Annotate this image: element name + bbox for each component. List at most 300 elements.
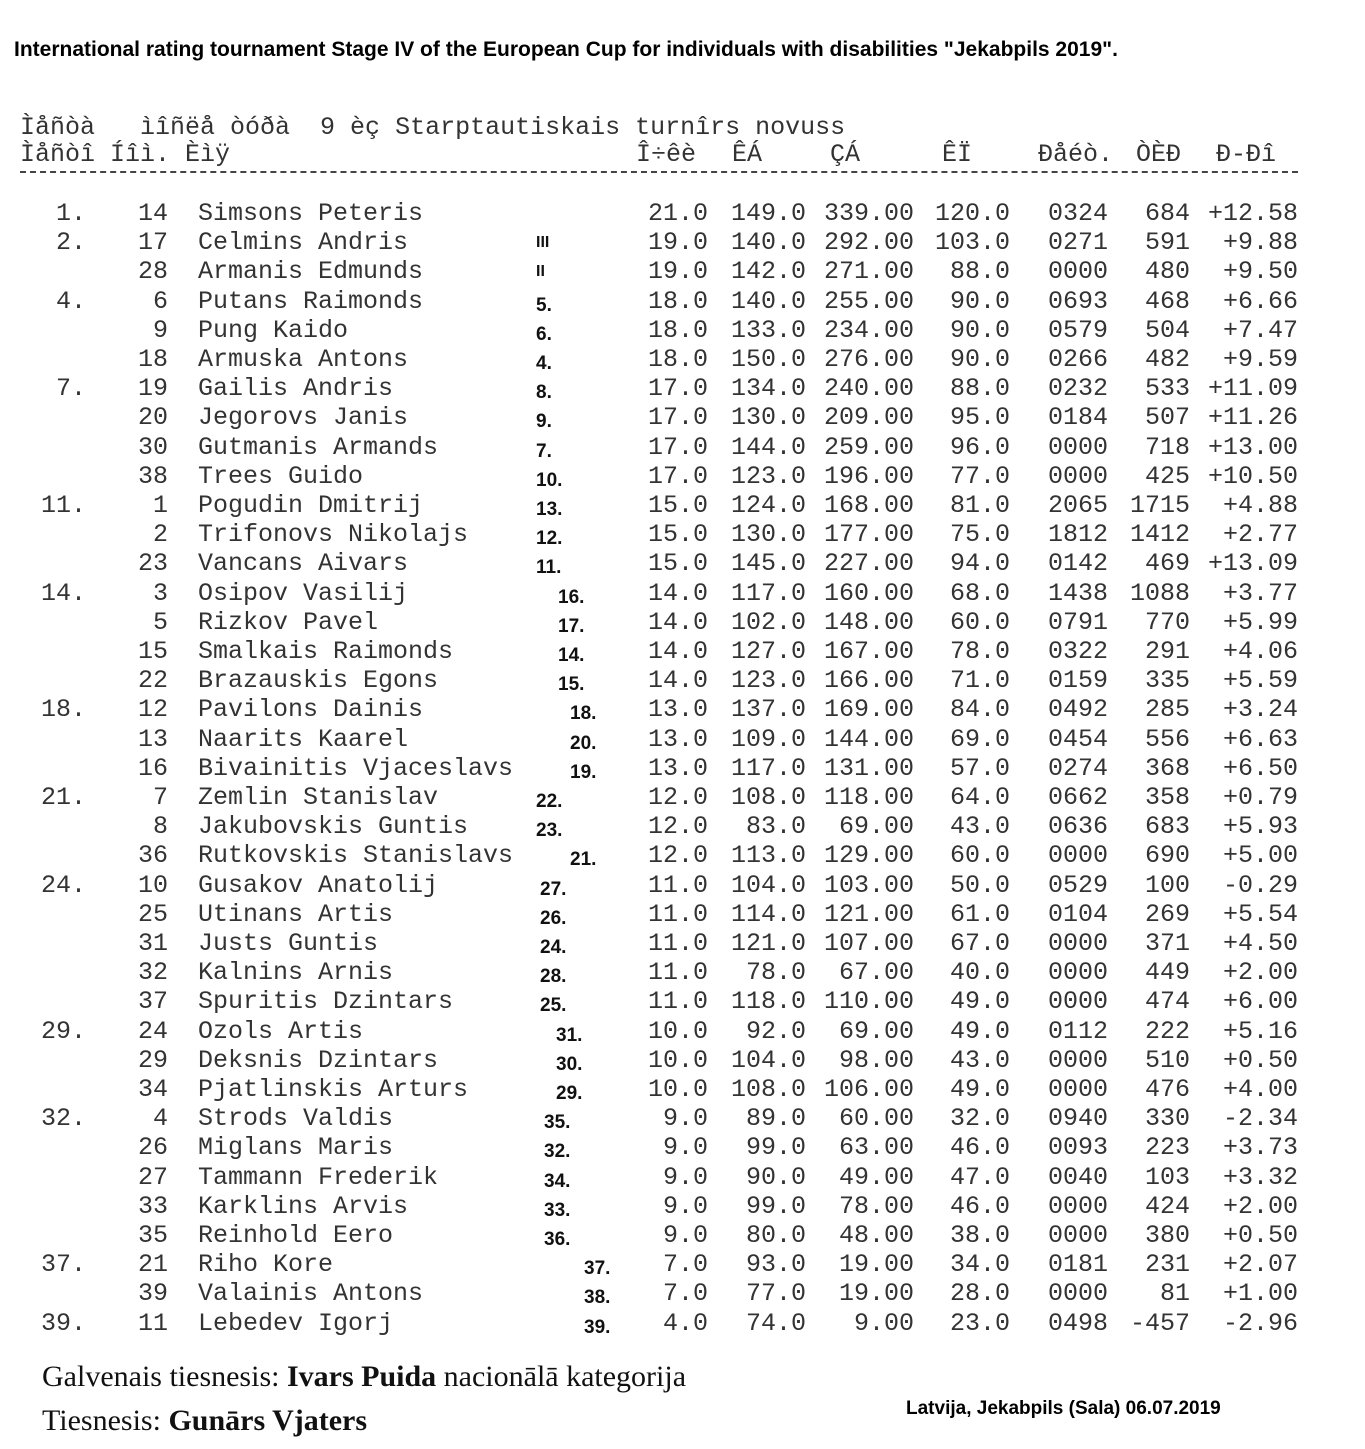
cell-no: 27	[137, 1162, 168, 1192]
cell-no: 6	[152, 286, 168, 316]
cell-kp: 64.0	[949, 783, 1010, 812]
header-event-name: Starptautiskais turnîrs novuss	[395, 113, 846, 142]
table-row	[0, 433, 1365, 462]
cell-tir: 556	[1144, 724, 1190, 754]
cell-name: Lebedev Igorj	[198, 1308, 394, 1338]
cell-pts: 12.0	[647, 812, 708, 842]
cell-tir: 368	[1144, 753, 1190, 783]
cell-name: Kalnins Arnis	[198, 958, 394, 988]
table-row	[0, 1046, 1365, 1075]
cell-kb: 137.0	[730, 695, 806, 725]
table-row	[0, 1017, 1365, 1046]
cell-pts: 14.0	[647, 637, 708, 666]
cell-rating: 0104	[1047, 899, 1108, 929]
cell-no: 2	[152, 520, 168, 550]
cell-kb: 114.0	[730, 899, 806, 929]
cell-kp: 32.0	[949, 1104, 1010, 1134]
cell-mark: 4.	[536, 353, 552, 374]
cell-pts: 13.0	[647, 753, 708, 783]
table-row	[0, 841, 1365, 870]
cell-pts: 9.0	[662, 1133, 708, 1163]
cell-zb: 168.00	[823, 491, 914, 520]
cell-name: Riho Kore	[198, 1250, 334, 1280]
cell-name: Armuska Antons	[198, 345, 409, 374]
cell-no: 14	[137, 199, 168, 228]
table-row	[0, 462, 1365, 491]
table-row	[0, 403, 1365, 432]
cell-kb: 78.0	[745, 958, 806, 988]
cell-tir: 718	[1144, 432, 1190, 462]
cell-mark: 7.	[536, 440, 552, 462]
cell-name: Gailis Andris	[198, 374, 394, 404]
cell-rating: 0040	[1047, 1162, 1108, 1192]
cell-zb: 69.00	[838, 1016, 914, 1046]
cell-pts: 10.0	[647, 1045, 708, 1075]
cell-name: Trifonovs Nikolajs	[198, 520, 469, 550]
chief-judge-label: Galvenais tiesnesis:	[42, 1360, 280, 1393]
cell-tir: 1715	[1129, 491, 1190, 520]
cell-kp: 120.0	[934, 199, 1010, 228]
cell-no: 33	[137, 1191, 168, 1221]
cell-mark: 18.	[570, 703, 597, 725]
cell-delta: +6.66	[1222, 286, 1298, 316]
cell-kp: 90.0	[949, 345, 1010, 374]
cell-pts: 4.0	[662, 1308, 708, 1338]
cell-zb: 276.00	[823, 345, 914, 374]
cell-pts: 7.0	[662, 1250, 708, 1280]
cell-name: Bivainitis Vjaceslavs	[198, 753, 514, 783]
cell-delta: +5.93	[1222, 812, 1298, 842]
cell-name: Tammann Frederik	[198, 1162, 439, 1192]
cell-rating: 0579	[1047, 315, 1108, 345]
cell-mark: 24.	[540, 937, 567, 958]
cell-mark: 8.	[536, 382, 552, 404]
cell-kp: 103.0	[934, 228, 1010, 258]
cell-zb: 98.00	[838, 1045, 914, 1075]
cell-delta: +9.50	[1222, 257, 1298, 287]
cell-name: Justs Guntis	[198, 929, 379, 958]
cell-tir: 482	[1144, 345, 1190, 374]
cell-kb: 113.0	[730, 841, 806, 871]
cell-kp: 61.0	[949, 899, 1010, 929]
cell-kp: 95.0	[949, 403, 1010, 433]
cell-kb: 117.0	[730, 753, 806, 783]
cell-tir: 231	[1144, 1250, 1190, 1280]
table-row	[0, 579, 1365, 608]
cell-zb: 78.00	[838, 1191, 914, 1221]
header-place-no-name: Ìåñòî Íîì. Èìÿ	[20, 140, 231, 169]
cell-rating: 0000	[1047, 1045, 1108, 1075]
cell-name: Jakubovskis Guntis	[198, 812, 469, 842]
cell-no: 24	[137, 1016, 168, 1046]
cell-zb: 48.00	[838, 1221, 914, 1250]
cell-zb: 69.00	[838, 812, 914, 842]
cell-pts: 13.0	[647, 724, 708, 754]
cell-mark: 19.	[570, 761, 597, 783]
cell-mark: 15.	[558, 674, 585, 696]
cell-kp: 67.0	[949, 929, 1010, 958]
cell-rating: 0232	[1047, 374, 1108, 404]
cell-place: 21.	[40, 783, 86, 812]
cell-place: 4.	[55, 286, 86, 316]
cell-kb: 108.0	[730, 783, 806, 812]
cell-zb: 107.00	[823, 929, 914, 958]
cell-name: Vancans Aivars	[198, 549, 409, 579]
cell-pts: 9.0	[662, 1221, 708, 1250]
cell-zb: 255.00	[823, 286, 914, 316]
cell-rating: 0000	[1047, 257, 1108, 287]
cell-kb: 93.0	[745, 1250, 806, 1280]
cell-name: Spuritis Dzintars	[198, 987, 454, 1017]
cell-pts: 14.0	[647, 666, 708, 696]
cell-kp: 88.0	[949, 374, 1010, 404]
cell-tir: 683	[1144, 812, 1190, 842]
header-round-label: Ìåñòà ìîñëå òóðà 9 èç	[20, 113, 381, 142]
cell-tir: 358	[1144, 783, 1190, 812]
table-row	[0, 1221, 1365, 1250]
table-row	[0, 929, 1365, 958]
cell-mark: 32.	[544, 1141, 571, 1163]
cell-name: Armanis Edmunds	[198, 257, 424, 287]
table-row	[0, 1309, 1365, 1338]
cell-mark: 9.	[536, 411, 552, 433]
cell-kb: 104.0	[730, 1045, 806, 1075]
cell-mark: 20.	[570, 732, 597, 754]
cell-kb: 118.0	[730, 987, 806, 1017]
cell-no: 16	[137, 753, 168, 783]
cell-rating: 0112	[1047, 1016, 1108, 1046]
cell-zb: 106.00	[823, 1075, 914, 1104]
cell-pts: 11.0	[647, 899, 708, 929]
header-col-zb: ÇÁ	[830, 140, 861, 169]
header-line-1	[20, 113, 845, 142]
cell-zb: 259.00	[823, 432, 914, 462]
cell-mark: 37.	[584, 1258, 611, 1280]
cell-kp: 43.0	[949, 1045, 1010, 1075]
cell-rating: 0000	[1047, 987, 1108, 1017]
cell-place: 24.	[40, 870, 86, 900]
header-col-kb: ÊÁ	[732, 140, 763, 169]
cell-zb: 103.00	[823, 870, 914, 900]
table-row	[0, 900, 1365, 929]
header-col-rating: Ðåéò.	[1038, 140, 1114, 169]
cell-rating: 0142	[1047, 549, 1108, 579]
cell-kb: 83.0	[745, 812, 806, 842]
cell-no: 20	[137, 403, 168, 433]
cell-kb: 80.0	[745, 1221, 806, 1250]
cell-no: 22	[137, 666, 168, 696]
cell-name: Gusakov Anatolij	[198, 870, 439, 900]
cell-mark: III	[536, 234, 550, 252]
table-row	[0, 1279, 1365, 1308]
cell-kp: 34.0	[949, 1250, 1010, 1280]
cell-name: Brazauskis Egons	[198, 666, 439, 696]
cell-zb: 63.00	[838, 1133, 914, 1163]
cell-tir: 507	[1144, 403, 1190, 433]
cell-place: 32.	[40, 1104, 86, 1134]
cell-delta: +3.73	[1222, 1133, 1298, 1163]
cell-kp: 49.0	[949, 1075, 1010, 1104]
cell-no: 9	[152, 315, 168, 345]
cell-no: 19	[137, 374, 168, 404]
cell-name: Simsons Peteris	[198, 199, 424, 228]
header-col-tir: ÒÈÐ	[1136, 140, 1182, 169]
cell-mark: 29.	[556, 1083, 583, 1104]
cell-tir: -457	[1129, 1308, 1190, 1338]
cell-mark: 5.	[536, 294, 552, 316]
cell-kb: 140.0	[730, 286, 806, 316]
cell-delta: +2.77	[1222, 520, 1298, 550]
cell-pts: 12.0	[647, 841, 708, 871]
cell-no: 21	[137, 1250, 168, 1280]
cell-name: Smalkais Raimonds	[198, 637, 454, 666]
table-row	[0, 491, 1365, 520]
cell-rating: 0492	[1047, 695, 1108, 725]
cell-no: 31	[137, 929, 168, 958]
cell-tir: 476	[1144, 1075, 1190, 1104]
cell-no: 7	[152, 783, 168, 812]
cell-kb: 130.0	[730, 520, 806, 550]
cell-rating: 0000	[1047, 929, 1108, 958]
cell-tir: 480	[1144, 257, 1190, 287]
cell-kp: 28.0	[949, 1279, 1010, 1309]
cell-pts: 9.0	[662, 1162, 708, 1192]
cell-kb: 102.0	[730, 607, 806, 637]
cell-delta: +11.09	[1207, 374, 1298, 404]
cell-pts: 15.0	[647, 520, 708, 550]
cell-mark: 17.	[558, 615, 585, 637]
cell-tir: 504	[1144, 315, 1190, 345]
cell-mark: 23.	[536, 820, 563, 842]
cell-kp: 68.0	[949, 578, 1010, 608]
cell-delta: +0.50	[1222, 1221, 1298, 1250]
cell-mark: 21.	[570, 849, 597, 871]
cell-no: 26	[137, 1133, 168, 1163]
cell-tir: 510	[1144, 1045, 1190, 1075]
cell-no: 3	[152, 578, 168, 608]
cell-zb: 292.00	[823, 228, 914, 258]
cell-place: 37.	[40, 1250, 86, 1280]
table-row	[0, 754, 1365, 783]
table-row	[0, 725, 1365, 754]
cell-no: 30	[137, 432, 168, 462]
cell-rating: 0636	[1047, 812, 1108, 842]
cell-place: 29.	[40, 1016, 86, 1046]
cell-zb: 234.00	[823, 315, 914, 345]
cell-rating: 0693	[1047, 286, 1108, 316]
cell-name: Celmins Andris	[198, 228, 409, 258]
cell-kp: 38.0	[949, 1221, 1010, 1250]
cell-place: 1.	[55, 199, 86, 228]
cell-place: 2.	[55, 228, 86, 258]
cell-tir: 533	[1144, 374, 1190, 404]
cell-pts: 13.0	[647, 695, 708, 725]
cell-kb: 123.0	[730, 666, 806, 696]
cell-name: Putans Raimonds	[198, 286, 424, 316]
cell-delta: +2.00	[1222, 958, 1298, 988]
cell-zb: 209.00	[823, 403, 914, 433]
table-row	[0, 199, 1365, 228]
cell-tir: 424	[1144, 1191, 1190, 1221]
cell-tir: 269	[1144, 899, 1190, 929]
cell-delta: +3.32	[1222, 1162, 1298, 1192]
cell-pts: 21.0	[647, 199, 708, 228]
table-row	[0, 958, 1365, 987]
cell-rating: 0000	[1047, 841, 1108, 871]
cell-delta: +4.06	[1222, 637, 1298, 666]
cell-mark: 26.	[540, 907, 567, 929]
header-col-points: Î÷êè	[636, 140, 697, 169]
cell-kb: 123.0	[730, 461, 806, 491]
cell-kb: 109.0	[730, 724, 806, 754]
cell-zb: 167.00	[823, 637, 914, 666]
cell-no: 32	[137, 958, 168, 988]
cell-rating: 0271	[1047, 228, 1108, 258]
cell-rating: 0454	[1047, 724, 1108, 754]
cell-mark: 31.	[556, 1024, 583, 1046]
chief-judge-category: nacionālā kategorija	[443, 1360, 687, 1393]
chief-judge-name: Ivars Puida	[286, 1360, 437, 1393]
cell-kb: 149.0	[730, 199, 806, 228]
cell-no: 34	[137, 1075, 168, 1104]
cell-pts: 18.0	[647, 286, 708, 316]
cell-rating: 0324	[1047, 199, 1108, 228]
table-row	[0, 228, 1365, 257]
table-row	[0, 695, 1365, 724]
cell-kp: 96.0	[949, 432, 1010, 462]
cell-no: 17	[137, 228, 168, 258]
document-title: International rating tournament Stage IV of the European Cup for individuals with disabilities "Jekabpils 2019".	[14, 38, 1118, 61]
cell-mark: 14.	[558, 645, 585, 666]
cell-tir: 1412	[1129, 520, 1190, 550]
cell-pts: 14.0	[647, 578, 708, 608]
cell-zb: 169.00	[823, 695, 914, 725]
cell-name: Ozols Artis	[198, 1016, 364, 1046]
cell-kp: 23.0	[949, 1308, 1010, 1338]
cell-delta: +5.59	[1222, 666, 1298, 696]
cell-no: 15	[137, 637, 168, 666]
cell-rating: 0000	[1047, 461, 1108, 491]
cell-tir: 291	[1144, 637, 1190, 666]
cell-rating: 0000	[1047, 1279, 1108, 1309]
cell-rating: 0662	[1047, 783, 1108, 812]
cell-pts: 17.0	[647, 461, 708, 491]
cell-zb: 240.00	[823, 374, 914, 404]
table-row	[0, 257, 1365, 286]
cell-pts: 11.0	[647, 929, 708, 958]
cell-no: 38	[137, 461, 168, 491]
cell-mark: 12.	[536, 528, 563, 550]
cell-place: 14.	[40, 578, 86, 608]
cell-name: Strods Valdis	[198, 1104, 394, 1134]
cell-name: Pogudin Dmitrij	[198, 491, 424, 520]
cell-pts: 7.0	[662, 1279, 708, 1309]
cell-tir: 371	[1144, 929, 1190, 958]
cell-name: Pjatlinskis Arturs	[198, 1075, 469, 1104]
cell-mark: 11.	[536, 557, 562, 579]
cell-kb: 142.0	[730, 257, 806, 287]
table-row	[0, 1163, 1365, 1192]
cell-zb: 49.00	[838, 1162, 914, 1192]
cell-delta: -0.29	[1222, 870, 1298, 900]
cell-kb: 108.0	[730, 1075, 806, 1104]
cell-zb: 67.00	[838, 958, 914, 988]
cell-kb: 144.0	[730, 432, 806, 462]
cell-mark: 10.	[536, 469, 563, 491]
cell-place: 7.	[55, 374, 86, 404]
cell-name: Gutmanis Armands	[198, 432, 439, 462]
cell-zb: 166.00	[823, 666, 914, 696]
cell-kb: 150.0	[730, 345, 806, 374]
cell-zb: 177.00	[823, 520, 914, 550]
cell-pts: 17.0	[647, 403, 708, 433]
judge-label: Tiesnesis:	[42, 1404, 161, 1437]
cell-name: Karklins Arvis	[198, 1191, 409, 1221]
cell-pts: 11.0	[647, 958, 708, 988]
cell-no: 10	[137, 870, 168, 900]
table-row	[0, 374, 1365, 403]
cell-kp: 94.0	[949, 549, 1010, 579]
cell-rating: 2065	[1047, 491, 1108, 520]
cell-mark: 36.	[544, 1229, 571, 1250]
cell-tir: 591	[1144, 228, 1190, 258]
cell-pts: 14.0	[647, 607, 708, 637]
cell-delta: +1.00	[1222, 1279, 1298, 1309]
cell-delta: +4.00	[1222, 1075, 1298, 1104]
cell-kb: 92.0	[745, 1016, 806, 1046]
cell-delta: +10.50	[1207, 461, 1298, 491]
cell-delta: +9.59	[1222, 345, 1298, 374]
cell-kp: 50.0	[949, 870, 1010, 900]
cell-kb: 77.0	[745, 1279, 806, 1309]
cell-kp: 77.0	[949, 461, 1010, 491]
cell-no: 35	[137, 1221, 168, 1250]
cell-kb: 99.0	[745, 1133, 806, 1163]
cell-no: 28	[137, 257, 168, 287]
table-row	[0, 783, 1365, 812]
header-divider	[20, 171, 1298, 173]
table-row	[0, 316, 1365, 345]
table-row	[0, 637, 1365, 666]
cell-delta: +6.00	[1222, 987, 1298, 1017]
cell-kb: 89.0	[745, 1104, 806, 1134]
cell-pts: 11.0	[647, 987, 708, 1017]
header-col-kp: ÊÏ	[942, 140, 973, 169]
cell-place: 11.	[40, 491, 86, 520]
table-row	[0, 287, 1365, 316]
cell-delta: +3.24	[1222, 695, 1298, 725]
table-row	[0, 666, 1365, 695]
cell-tir: 1088	[1129, 578, 1190, 608]
cell-kp: 49.0	[949, 987, 1010, 1017]
cell-name: Rizkov Pavel	[198, 607, 379, 637]
cell-no: 37	[137, 987, 168, 1017]
cell-delta: +11.26	[1207, 403, 1298, 433]
cell-rating: 0274	[1047, 753, 1108, 783]
cell-mark: 28.	[540, 966, 567, 988]
cell-delta: +5.00	[1222, 841, 1298, 871]
cell-zb: 196.00	[823, 461, 914, 491]
cell-place: 18.	[40, 695, 86, 725]
table-row	[0, 1104, 1365, 1133]
cell-tir: 103	[1144, 1162, 1190, 1192]
cell-delta: +2.07	[1222, 1250, 1298, 1280]
cell-tir: 474	[1144, 987, 1190, 1017]
cell-kp: 69.0	[949, 724, 1010, 754]
table-row	[0, 608, 1365, 637]
cell-no: 25	[137, 899, 168, 929]
cell-mark: 16.	[558, 586, 585, 608]
